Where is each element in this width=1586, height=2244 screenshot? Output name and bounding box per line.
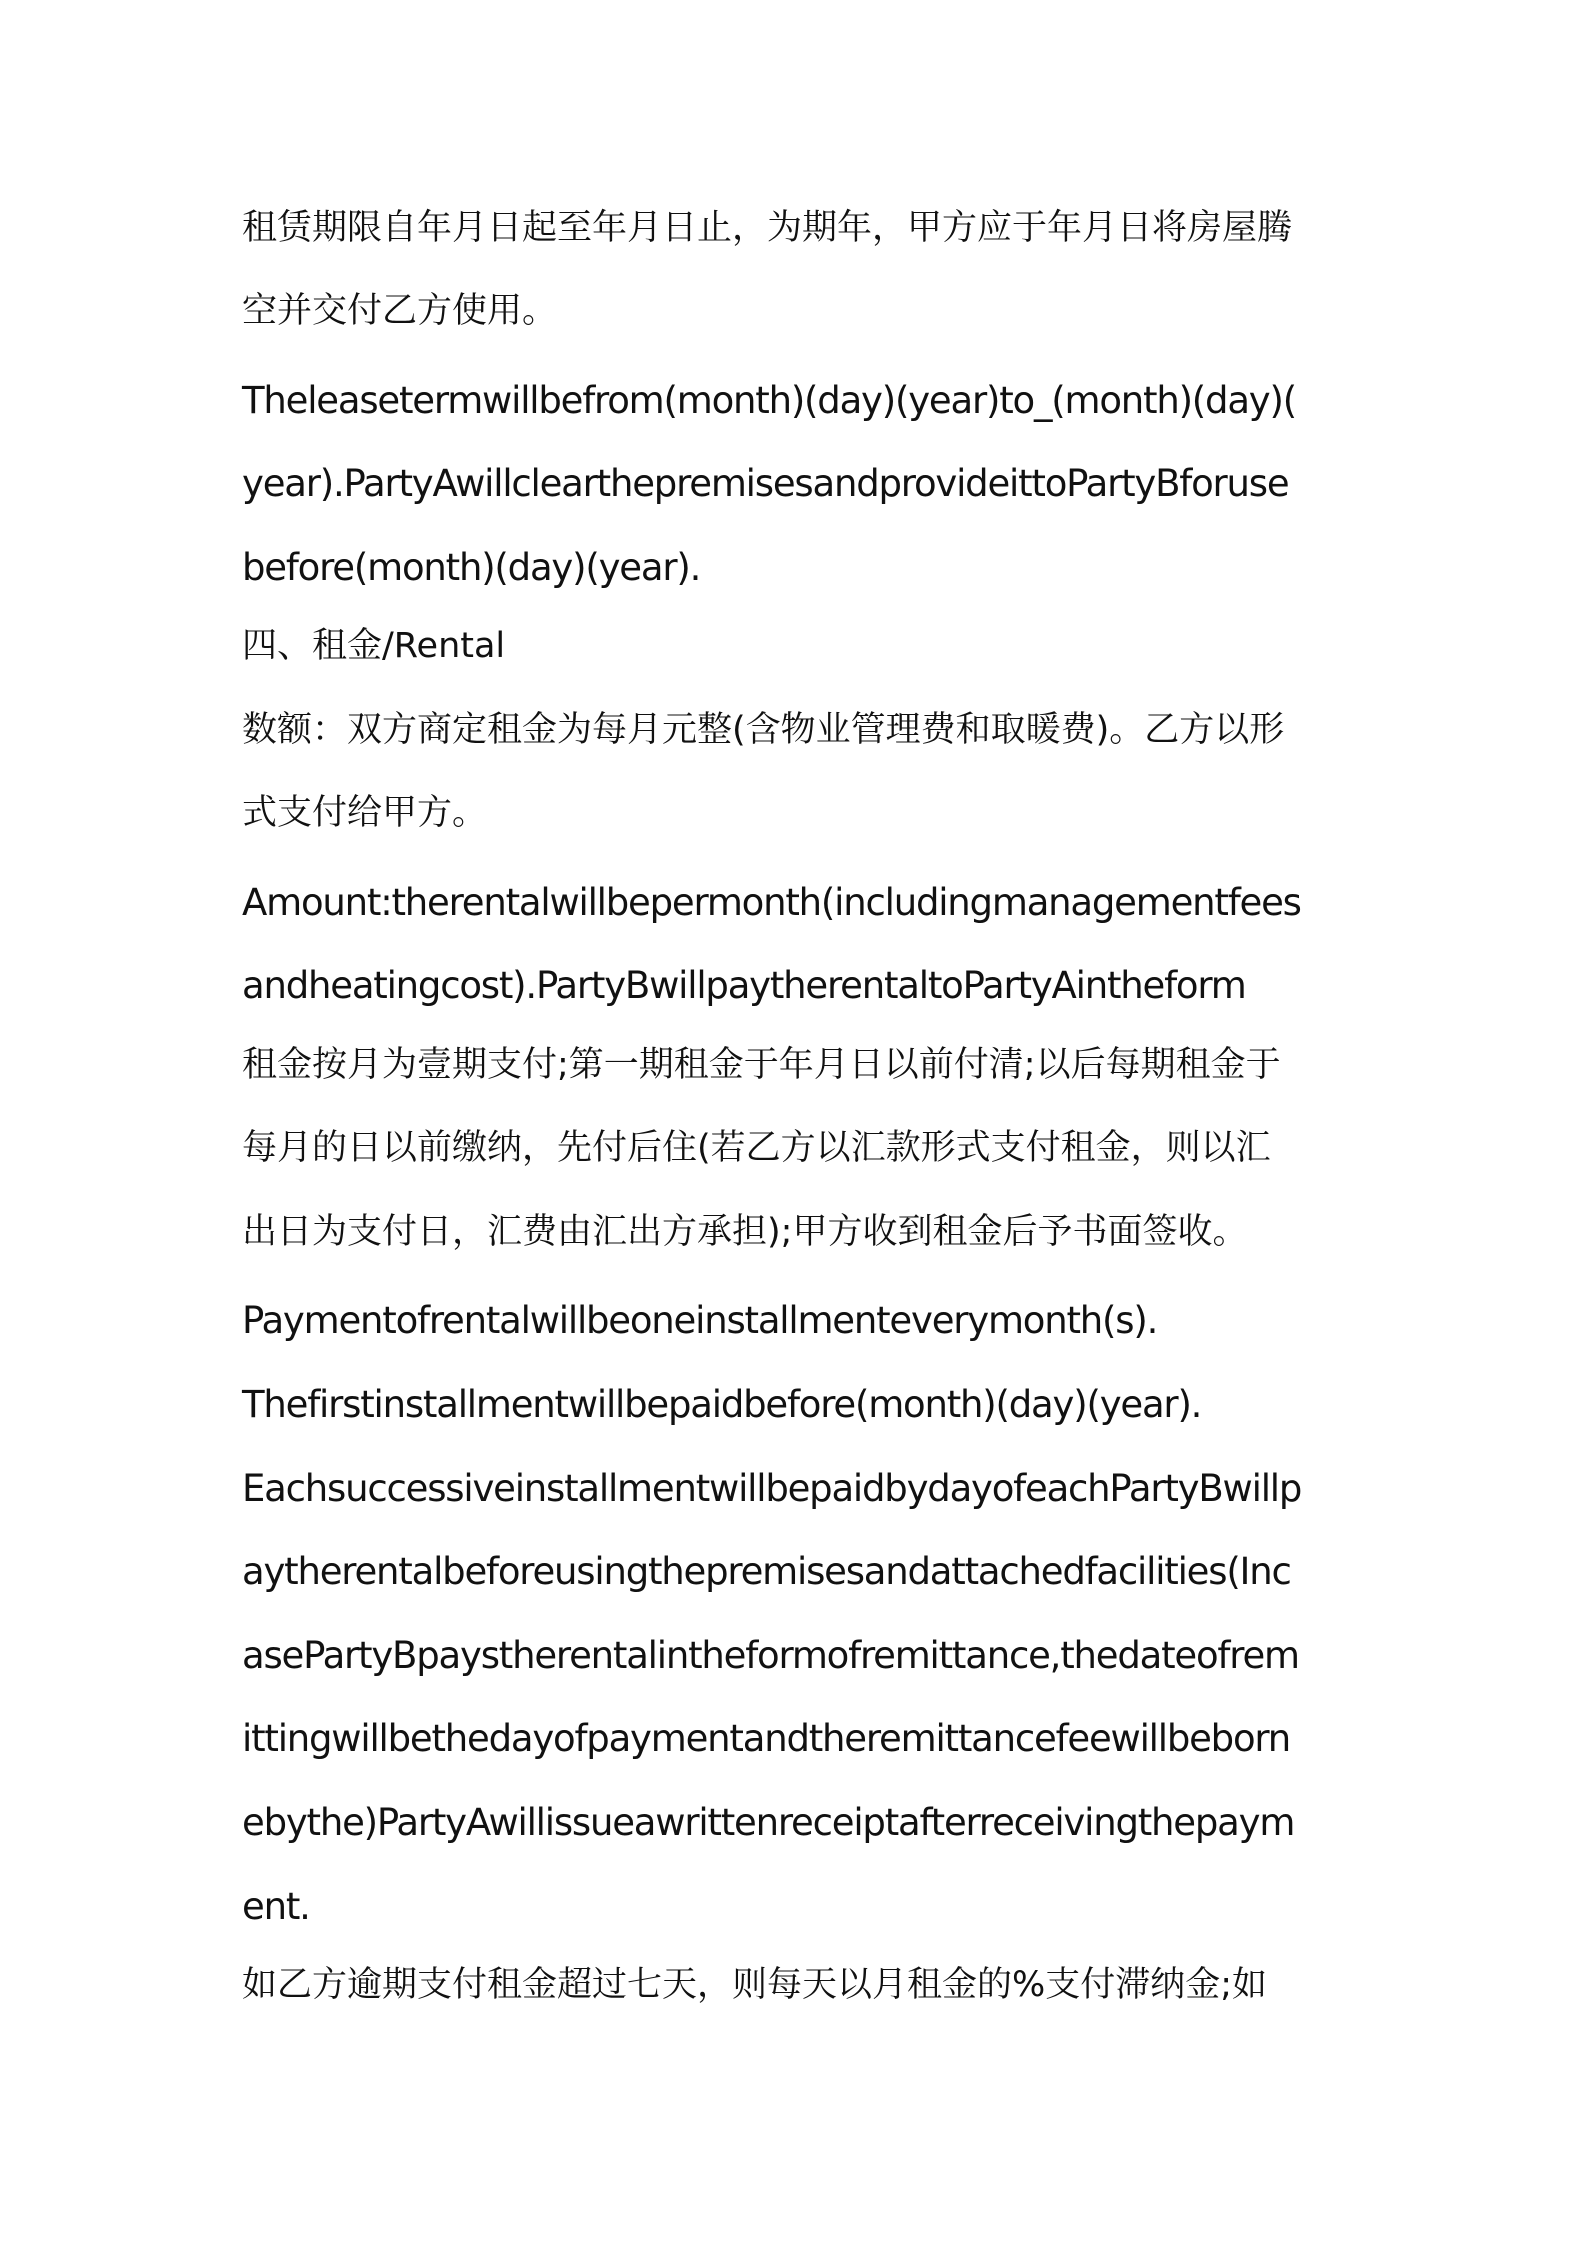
text-line: 空并交付乙方使用。 [242,291,558,331]
text-line: 式支付给甲方。 [242,793,488,833]
text-line: 每月的日以前缴纳，先付后住(若乙方以汇款形式支付租金，则以汇 [242,1128,1271,1168]
text-line: ittingwillbethedayofpaymentandtheremittancefeewillbeborn [242,1717,1291,1760]
text-line: Amount:therentalwillbepermonth(includingmanagementfees [242,881,1301,924]
text-line: 租赁期限自年月日起至年月日止，为期年，甲方应于年月日将房屋腾 [242,208,1293,248]
text-line: 出日为支付日，汇费由汇出方承担);甲方收到租金后予书面签收。 [242,1212,1248,1252]
text-line: Paymentofrentalwillbeoneinstallmenteverymonth(s). [242,1299,1158,1342]
text-line: aytherentalbeforeusingthepremisesandattachedfacilities(Inc [242,1550,1291,1593]
text-line: andheatingcost).PartyBwillpaytherentaltoPartyAintheform [242,964,1246,1007]
text-line: 数额：双方商定租金为每月元整(含物业管理费和取暖费)。乙方以形 [242,710,1285,750]
text-line: 租金按月为壹期支付;第一期租金于年月日以前付清;以后每期租金于 [242,1045,1281,1085]
text-line: Theleasetermwillbefrom(month)(day)(year)to_(month)(day)( [242,379,1296,422]
text-line: 如乙方逾期支付租金超过七天，则每天以月租金的%支付滞纳金;如 [242,1965,1268,2005]
text-line: ebythe)PartyAwillissueawrittenreceiptafterreceivingthepaym [242,1801,1295,1844]
text-line: year).PartyAwillclearthepremisesandprovideittoPartyBforuse [242,462,1289,505]
text-line: EachsuccessiveinstallmentwillbepaidbydayofeachPartyBwillp [242,1467,1302,1510]
text-line: ent. [242,1885,310,1928]
text-line: asePartyBpaystherentalintheformofremittance,thedateofrem [242,1634,1299,1677]
text-line: before(month)(day)(year). [242,546,701,589]
section-heading: 四、租金/Rental [242,626,506,666]
text-line: Thefirstinstallmentwillbepaidbefore(month)(day)(year). [242,1383,1202,1426]
